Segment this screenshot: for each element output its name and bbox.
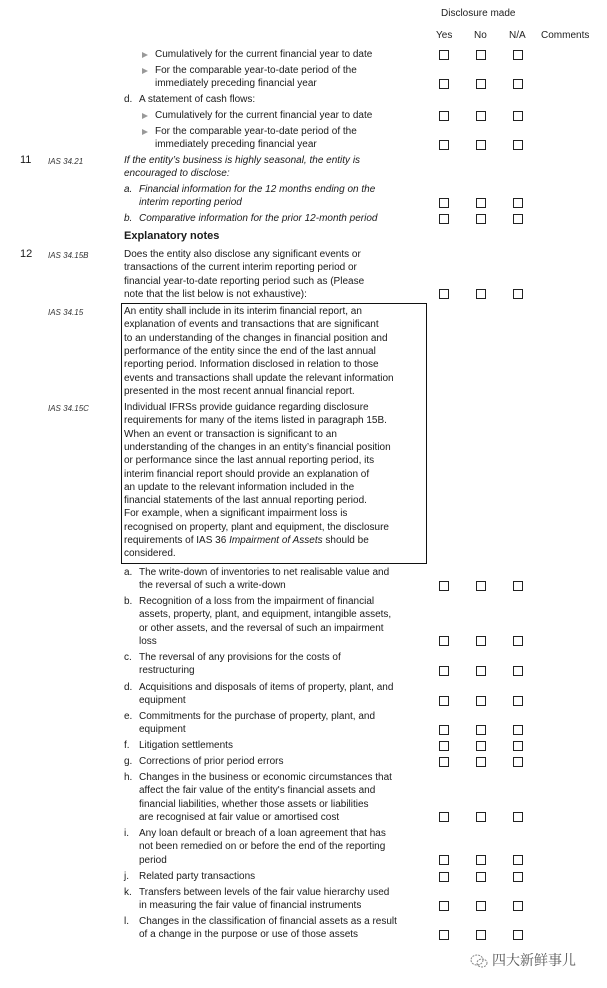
standard-reference: IAS 34.21: [48, 157, 84, 166]
column-na: N/A: [509, 30, 526, 41]
item-text-line: recognised on property, plant and equipment, the disclosure: [124, 521, 389, 533]
checkbox-no[interactable]: [476, 140, 486, 150]
checkbox-yes[interactable]: [439, 581, 449, 591]
column-no: No: [474, 30, 487, 41]
checkbox-na[interactable]: [513, 812, 523, 822]
item-text-line: financial liabilities, whether those assets or liabilities: [139, 798, 369, 810]
item-text-line: events and transactions shall update the relevant information: [124, 372, 394, 384]
checkbox-yes[interactable]: [439, 289, 449, 299]
item-text-line: Financial information for the 12 months ending on the: [139, 184, 376, 195]
item-marker: h.: [124, 772, 133, 783]
checkbox-yes[interactable]: [439, 855, 449, 865]
item-text-line: affect the fair value of the entity's financial assets and: [139, 785, 376, 797]
item-marker: a.: [124, 567, 133, 578]
item-text-line: immediately preceding financial year: [155, 78, 317, 90]
item-text-line: financial year-to-date reporting period such as (Please: [124, 275, 365, 287]
item-text-line: an update to the relevant information included in the: [124, 481, 355, 493]
checkbox-na[interactable]: [513, 111, 523, 121]
item-text-line: in measuring the fair value of financial instruments: [139, 900, 362, 912]
item-text-line: Changes in the business or economic circumstances that: [139, 772, 392, 783]
checkbox-na[interactable]: [513, 855, 523, 865]
item-text-line: equipment: [139, 724, 186, 736]
item-text-line: requirements for many of the items listed in paragraph 15B.: [124, 415, 387, 427]
bullet-icon: [142, 129, 148, 135]
standard-reference: IAS 34.15: [48, 308, 84, 317]
item-text-line: Corrections of prior period errors: [139, 756, 284, 767]
wechat-icon: [470, 954, 488, 968]
item-text-line: equipment: [139, 695, 186, 707]
checkbox-na[interactable]: [513, 636, 523, 646]
item-text-line: not been remedied on or before the end of the reporting: [139, 841, 386, 853]
checkbox-na[interactable]: [513, 79, 523, 89]
item-marker: e.: [124, 711, 133, 722]
item-text-line: are recognised at fair value or amortised cost: [139, 811, 340, 823]
checkbox-yes[interactable]: [439, 725, 449, 735]
watermark: [470, 950, 576, 970]
item-text-line: understanding of the changes in an entity’s financial position: [124, 441, 391, 453]
column-yes: Yes: [436, 30, 453, 41]
bullet-icon: [142, 52, 148, 58]
standard-title: Impairment of Assets: [229, 535, 323, 546]
section-heading: Explanatory notes: [124, 230, 220, 242]
item-text-line: interim financial report should provide an explanation of: [124, 468, 370, 480]
item-marker: g.: [124, 756, 133, 767]
checkbox-yes[interactable]: [439, 636, 449, 646]
checkbox-yes[interactable]: [439, 901, 449, 911]
checkbox-no[interactable]: [476, 214, 486, 224]
item-text-line: Cumulatively for the current financial year to date: [155, 110, 373, 121]
item-text-line: Changes in the classification of financial assets as a result: [139, 916, 397, 927]
item-marker: d.: [124, 94, 133, 105]
item-text-line: encouraged to disclose:: [124, 168, 230, 180]
checkbox-yes[interactable]: [439, 757, 449, 767]
item-text-line: reporting period. Information disclosed in relation to those: [124, 359, 379, 371]
checkbox-no[interactable]: [476, 666, 486, 676]
item-marker: c.: [124, 652, 132, 663]
item-text-line: requirements of IAS 36 Impairment of Assets should be: [124, 535, 369, 546]
item-text-line: Does the entity also disclose any significant events or: [124, 249, 361, 260]
item-text-line: The reversal of any provisions for the costs of: [139, 652, 341, 663]
checkbox-no[interactable]: [476, 111, 486, 121]
bullet-icon: [142, 113, 148, 119]
item-marker: b.: [124, 596, 133, 607]
question-number: 12: [20, 248, 33, 260]
item-text-line: If the entity’s business is highly seasonal, the entity is: [124, 155, 361, 166]
checkbox-na[interactable]: [513, 757, 523, 767]
item-text-line: of a change in the purpose or use of those assets: [139, 929, 359, 941]
item-marker: i.: [124, 828, 129, 839]
checkbox-na[interactable]: [513, 741, 523, 751]
item-text-line: Acquisitions and disposals of items of property, plant, and: [139, 682, 394, 693]
item-text-line: interim reporting period: [139, 197, 242, 209]
item-text-line: An entity shall include in its interim financial report, an: [124, 306, 362, 317]
checkbox-na[interactable]: [513, 872, 523, 882]
checkbox-no[interactable]: [476, 855, 486, 865]
item-text-line: transactions of the current interim reporting period or: [124, 262, 357, 274]
item-text-line: presented in the most recent annual financial report.: [124, 385, 355, 397]
item-marker: l.: [124, 916, 129, 927]
checkbox-no[interactable]: [476, 812, 486, 822]
checkbox-no[interactable]: [476, 581, 486, 591]
item-text-line: For the comparable year-to-date period of the: [155, 65, 357, 76]
item-marker: a.: [124, 184, 133, 195]
standard-reference: IAS 34.15B: [48, 251, 89, 260]
checkbox-na[interactable]: [513, 666, 523, 676]
checkbox-na[interactable]: [513, 581, 523, 591]
checkbox-no[interactable]: [476, 636, 486, 646]
checkbox-no[interactable]: [476, 930, 486, 940]
item-text-line: loss: [139, 635, 157, 647]
item-text-line: or performance since the last annual reporting period, its: [124, 455, 375, 467]
checkbox-yes[interactable]: [439, 198, 449, 208]
bullet-icon: [142, 68, 148, 74]
checkbox-no[interactable]: [476, 757, 486, 767]
item-text-line: Litigation settlements: [139, 740, 233, 751]
item-text-line: restructuring: [139, 665, 195, 677]
item-text-line: assets, property, plant, and equipment, intangible assets,: [139, 609, 392, 621]
item-text-line: explanation of events and transactions that are significant: [124, 319, 379, 331]
standard-reference: IAS 34.15C: [48, 404, 89, 413]
checkbox-no[interactable]: [476, 872, 486, 882]
item-text-line: For example, when a significant impairment loss is: [124, 508, 348, 520]
item-text-line: performance of the entity since the end of the last annual: [124, 345, 376, 357]
item-marker: k.: [124, 887, 132, 898]
checkbox-yes[interactable]: [439, 79, 449, 89]
item-text-line: Commitments for the purchase of property, plant, and: [139, 711, 376, 722]
item-marker: b.: [124, 213, 133, 224]
item-text-line: immediately preceding financial year: [155, 139, 317, 151]
item-marker: d.: [124, 682, 133, 693]
item-text-line: When an event or transaction is significant to an: [124, 428, 337, 440]
question-number: 11: [20, 154, 32, 166]
checkbox-na[interactable]: [513, 930, 523, 940]
checkbox-no[interactable]: [476, 725, 486, 735]
checkbox-no[interactable]: [476, 198, 486, 208]
item-text-line: Cumulatively for the current financial year to date: [155, 49, 373, 60]
checkbox-no[interactable]: [476, 901, 486, 911]
checkbox-yes[interactable]: [439, 741, 449, 751]
item-text-line: A statement of cash flows:: [139, 94, 256, 105]
item-text-line: period: [139, 854, 167, 866]
checkbox-yes[interactable]: [439, 666, 449, 676]
item-text-line: note that the list below is not exhaustive):: [124, 288, 307, 300]
watermark-text: 四大新鲜事儿: [492, 952, 576, 968]
item-text-line: to an understanding of the changes in financial position and: [124, 332, 388, 344]
item-text-line: Comparative information for the prior 12-month period: [139, 213, 378, 224]
checkbox-no[interactable]: [476, 79, 486, 89]
checkbox-yes[interactable]: [439, 930, 449, 940]
disclosure-made-header: Disclosure made: [441, 8, 516, 19]
checkbox-yes[interactable]: [439, 50, 449, 60]
item-text-line: Related party transactions: [139, 871, 256, 882]
item-text-line: For the comparable year-to-date period of the: [155, 126, 357, 137]
checkbox-no[interactable]: [476, 50, 486, 60]
item-text-line: Individual IFRSs provide guidance regarding disclosure: [124, 402, 369, 413]
checkbox-yes[interactable]: [439, 214, 449, 224]
item-text-line: financial statements of the last annual reporting period.: [124, 495, 367, 507]
item-text-line: Transfers between levels of the fair value hierarchy used: [139, 887, 390, 898]
checkbox-yes[interactable]: [439, 696, 449, 706]
item-text-line: the reversal of such a write-down: [139, 580, 286, 592]
checkbox-no[interactable]: [476, 741, 486, 751]
item-text-line: The write-down of inventories to net realisable value and: [139, 567, 390, 578]
item-marker: j.: [124, 871, 129, 882]
checkbox-no[interactable]: [476, 289, 486, 299]
item-text-line: Recognition of a loss from the impairment of financial: [139, 596, 375, 607]
checkbox-yes[interactable]: [439, 140, 449, 150]
checkbox-na[interactable]: [513, 214, 523, 224]
checkbox-na[interactable]: [513, 198, 523, 208]
checkbox-na[interactable]: [513, 725, 523, 735]
checkbox-na[interactable]: [513, 50, 523, 60]
checkbox-no[interactable]: [476, 696, 486, 706]
item-text-line: Any loan default or breach of a loan agreement that has: [139, 828, 386, 839]
column-comments: Comments: [541, 30, 590, 41]
checkbox-na[interactable]: [513, 901, 523, 911]
checkbox-yes[interactable]: [439, 812, 449, 822]
checkbox-na[interactable]: [513, 289, 523, 299]
item-marker: f.: [124, 740, 130, 751]
item-text-line: or other assets, and the reversal of such an impairment: [139, 622, 384, 634]
checkbox-yes[interactable]: [439, 872, 449, 882]
checkbox-na[interactable]: [513, 140, 523, 150]
checkbox-yes[interactable]: [439, 111, 449, 121]
checkbox-na[interactable]: [513, 696, 523, 706]
item-text-line: considered.: [124, 548, 176, 560]
